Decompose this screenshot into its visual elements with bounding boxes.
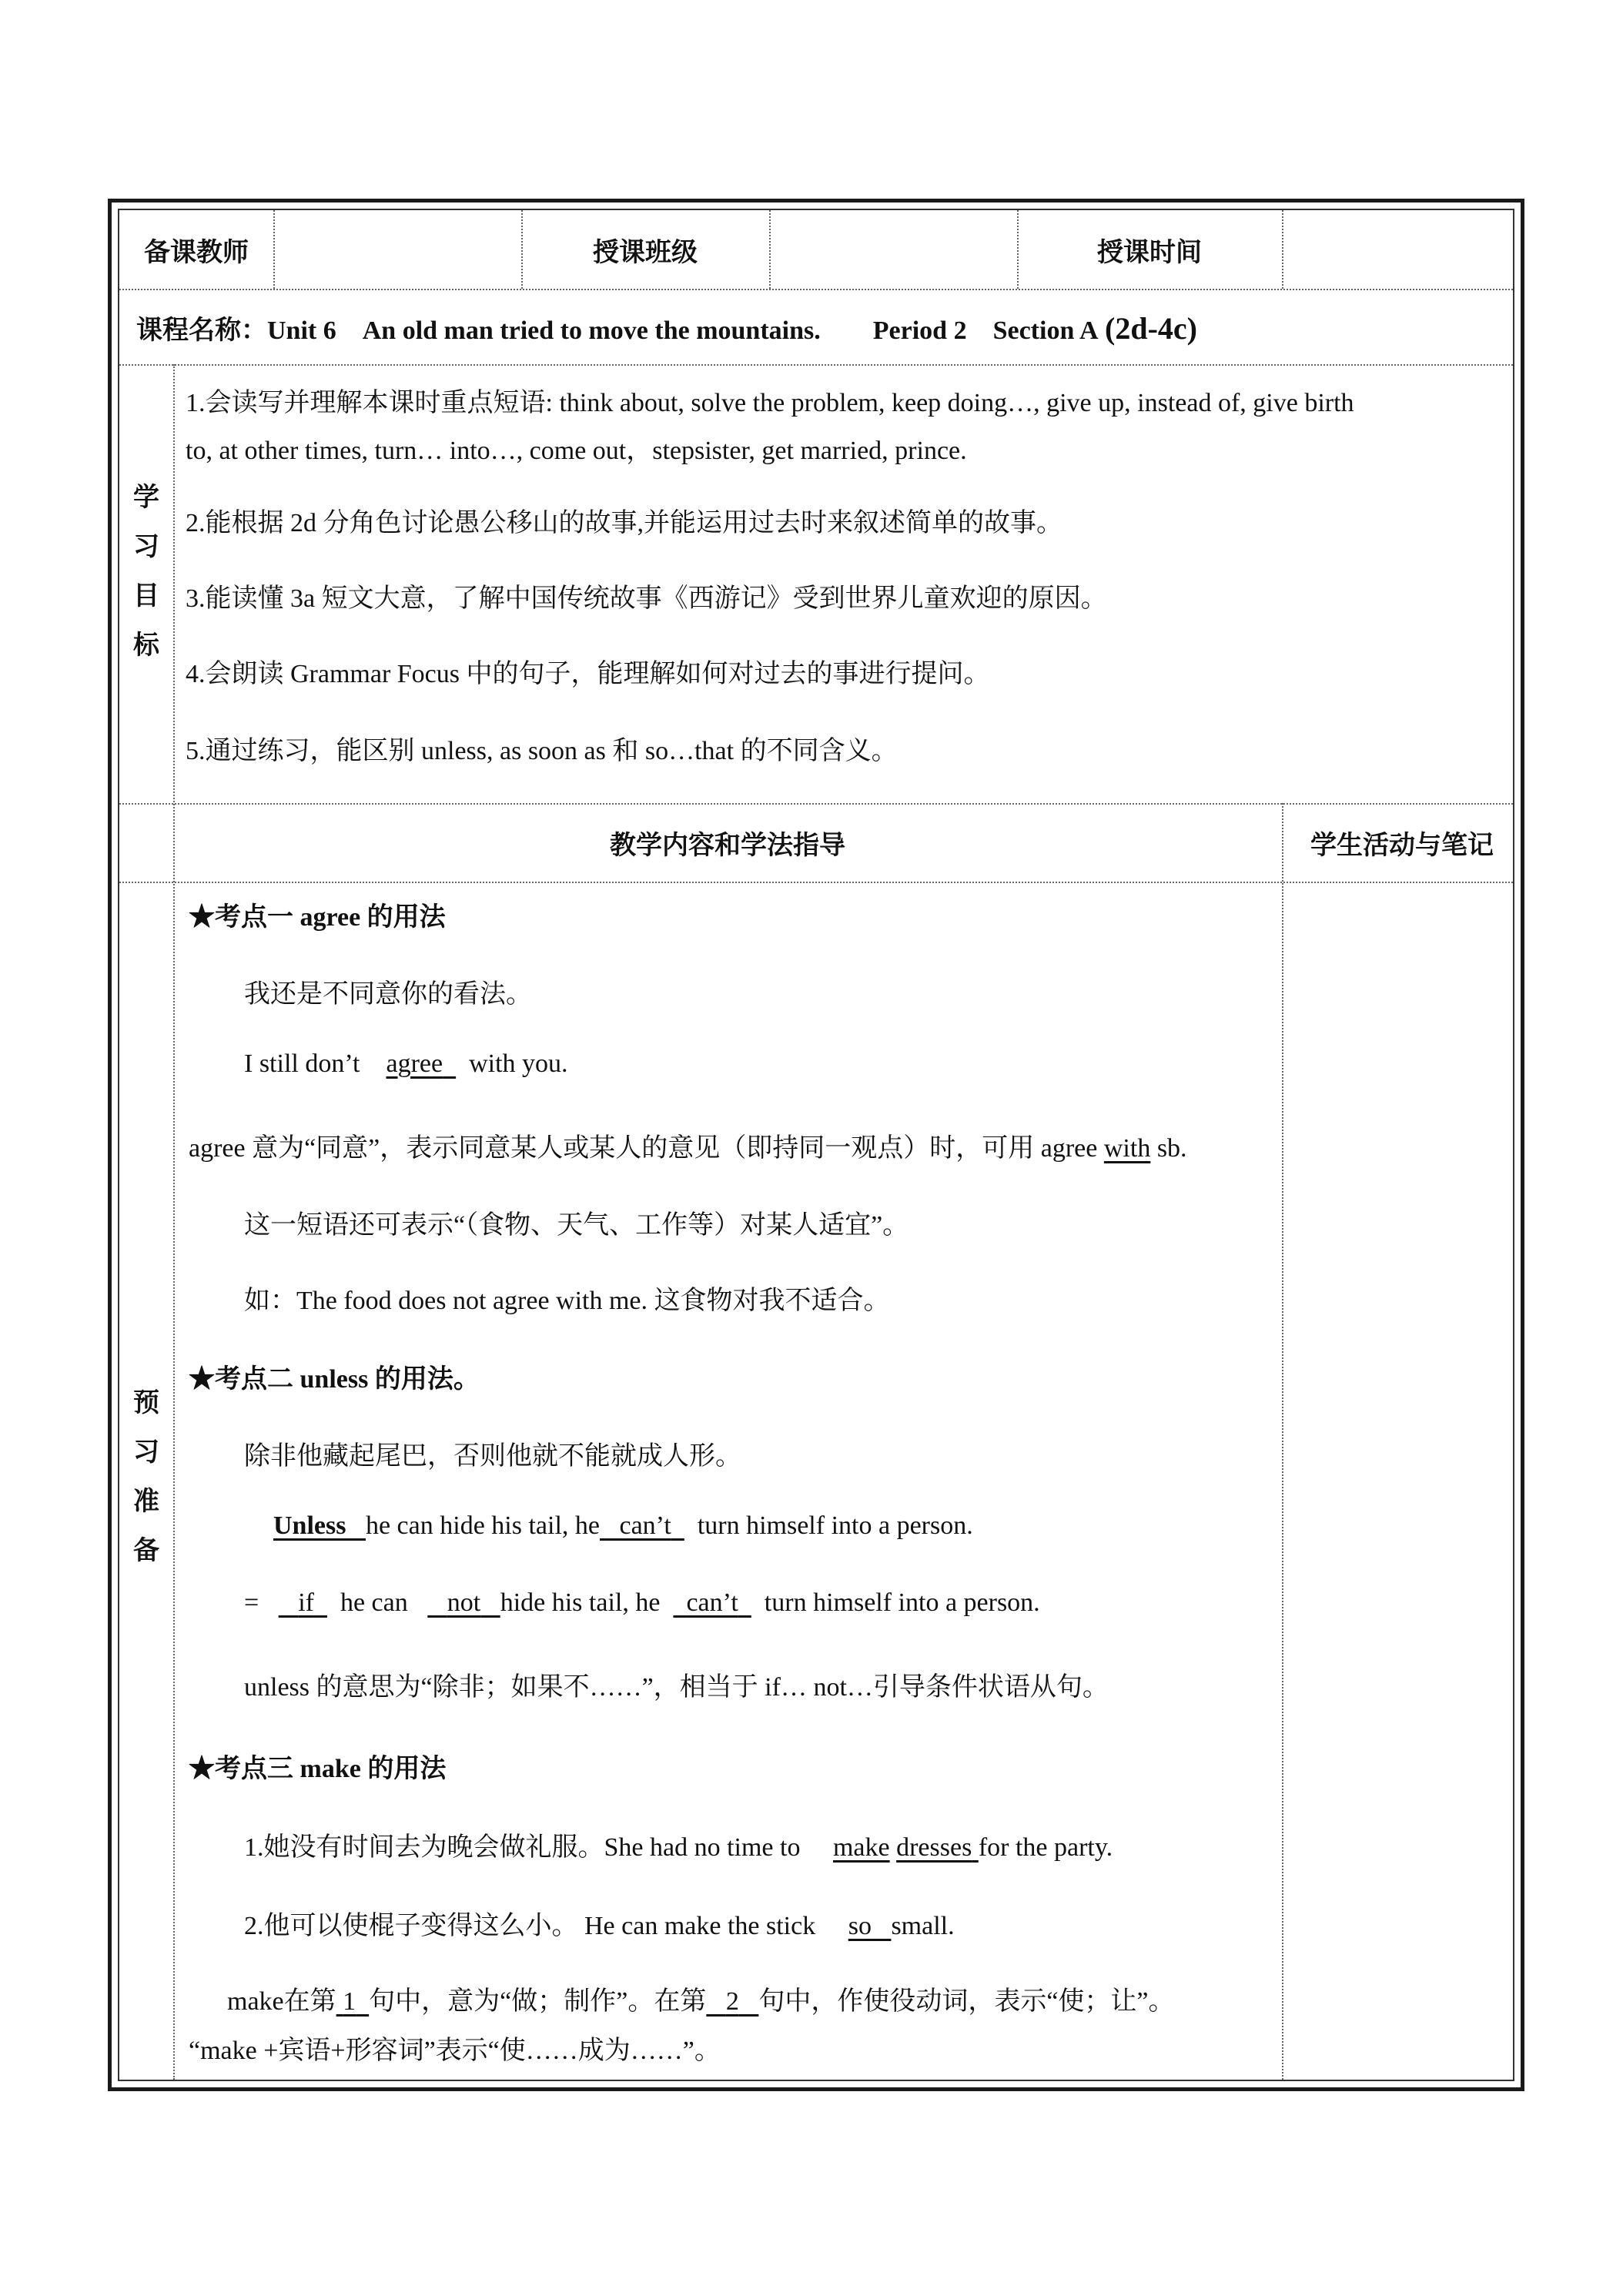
objective-3: 3.能读懂 3a 短文大意，了解中国传统故事《西游记》受到世界儿童欢迎的原因。 (186, 584, 1107, 613)
side-char: 习 (133, 533, 159, 561)
side-char: 习 (133, 1438, 159, 1467)
answer-blank: 1 (343, 1987, 356, 2016)
col-divider (1282, 803, 1283, 2080)
row-divider (119, 289, 1513, 290)
point-1-note: 这一短语还可表示“（食物、天气、工作等）对某人适宜”。 (244, 1211, 909, 1240)
course-section: Section A (992, 316, 1099, 345)
point-1-en (244, 1049, 568, 1079)
answer-blank: can’t (686, 1588, 738, 1617)
equals-sign: = (244, 1588, 259, 1617)
point-3-sentence-1 (244, 1826, 1113, 1863)
sentence-text: small. (891, 1912, 955, 1940)
point-3-sentence-2 (244, 1904, 955, 1942)
sentence-text: turn himself into a person. (764, 1588, 1040, 1617)
class-label: 授课班级 (593, 238, 698, 267)
point-1-example: 如：The food does not agree with me. 这食物对我不适合。 (244, 1287, 890, 1315)
objective-4: 4.会朗读 Grammar Focus 中的句子，能理解如何对过去的事进行提问。 (186, 660, 990, 688)
course-range: (2d-4c) (1105, 311, 1197, 346)
course-title-line (136, 309, 1197, 346)
point-3-rule-2: “make +宾语+形容词”表示“使……成为……”。 (189, 2037, 721, 2065)
objective-1-line-2: to, at other times, turn… into…, come out，stepsister, get married, prince. (186, 437, 967, 465)
answer-blank: dresses (896, 1833, 972, 1862)
sentence-text: 1.她没有时间去为晚会做礼服。She had no time to (244, 1833, 801, 1862)
answer-blank: Unless (273, 1511, 346, 1540)
answer-blank: not (447, 1588, 481, 1617)
lesson-plan-frame (108, 199, 1524, 2091)
answer-blank: so (848, 1912, 872, 1940)
point-2-cn: 除非他藏起尾巴，否则他就不能就成人形。 (244, 1442, 741, 1471)
row-divider (119, 364, 1513, 366)
point-1-title: ★考点一 agree 的用法 (189, 903, 446, 932)
answer-blank: make (832, 1833, 890, 1862)
objective-5: 5.通过练习，能区别 unless, as soon as 和 so…that 的不同含义。 (186, 737, 898, 765)
col-divider (1282, 210, 1283, 289)
col-divider (173, 364, 175, 2080)
rule-text: sb. (1156, 1134, 1187, 1163)
sentence-text: he can (340, 1588, 408, 1617)
point-2-title: ★考点二 unless 的用法。 (189, 1365, 480, 1394)
side-char: 目 (133, 582, 159, 611)
sentence-text: 2.他可以使棍子变得这么小。 He can make the stick (244, 1912, 816, 1940)
sentence-text: turn himself into a person. (697, 1511, 973, 1540)
sentence-text: for the party. (978, 1833, 1113, 1862)
answer-blank: agree (386, 1049, 443, 1078)
objective-1-line-1: 1.会读写并理解本课时重点短语: think about, solve the problem, keep doing…, give up, instead of, give birth (186, 389, 1354, 417)
answer-blank: can’t (619, 1511, 671, 1540)
point-2-sentence-2 (244, 1588, 1040, 1618)
answer-blank: 2 (725, 1987, 739, 2016)
content-header-notes: 学生活动与笔记 (1310, 831, 1494, 860)
side-char: 准 (133, 1488, 159, 1516)
point-2-rule: unless 的意思为“除非；如果不……”，相当于 if… not…引导条件状语从句。 (244, 1673, 1109, 1702)
point-3-rule (227, 1980, 1175, 2017)
row-divider (119, 882, 1513, 883)
side-char: 标 (133, 631, 159, 660)
rule-text: 句中，意为“做；制作”。在第 (369, 1987, 707, 2016)
prep-side-label (123, 1379, 169, 1576)
lesson-plan-table (118, 209, 1514, 2081)
side-char: 学 (133, 484, 159, 512)
point-2-sentence-1 (273, 1511, 973, 1541)
col-divider (769, 210, 771, 289)
objectives-side-label (123, 474, 169, 671)
sentence-text: hide his tail, he (500, 1588, 661, 1617)
sentence-text: I still don’t (244, 1049, 360, 1078)
course-label: 课程名称： (136, 316, 267, 345)
point-1-rule (189, 1126, 1187, 1164)
answer-blank: if (298, 1588, 314, 1617)
answer-blank: with (1103, 1134, 1151, 1163)
course-title: An old man tried to move the mountains. (362, 316, 821, 345)
side-char: 预 (133, 1389, 159, 1417)
sentence-text: with you. (469, 1049, 568, 1078)
content-header-main: 教学内容和学法指导 (610, 831, 845, 860)
objective-2: 2.能根据 2d 分角色讨论愚公移山的故事,并能运用过去时来叙述简单的故事。 (186, 509, 1062, 537)
point-3-title: ★考点三 make 的用法 (189, 1755, 447, 1783)
col-divider (273, 210, 275, 289)
point-1-cn: 我还是不同意你的看法。 (244, 980, 532, 1009)
sentence-text: he can hide his tail, he (365, 1511, 600, 1540)
rule-text: make在第 (227, 1987, 336, 2016)
side-char: 备 (133, 1537, 159, 1565)
rule-text: agree 意为“同意”，表示同意某人或某人的意见（即持同一观点）时，可用 agree (189, 1134, 1098, 1163)
rule-text: 句中，作使役动词，表示“使；让”。 (758, 1987, 1175, 2016)
time-label: 授课时间 (1097, 238, 1202, 267)
course-unit: Unit 6 (267, 316, 336, 345)
teacher-label: 备课教师 (144, 238, 249, 267)
course-period: Period 2 (872, 316, 967, 345)
